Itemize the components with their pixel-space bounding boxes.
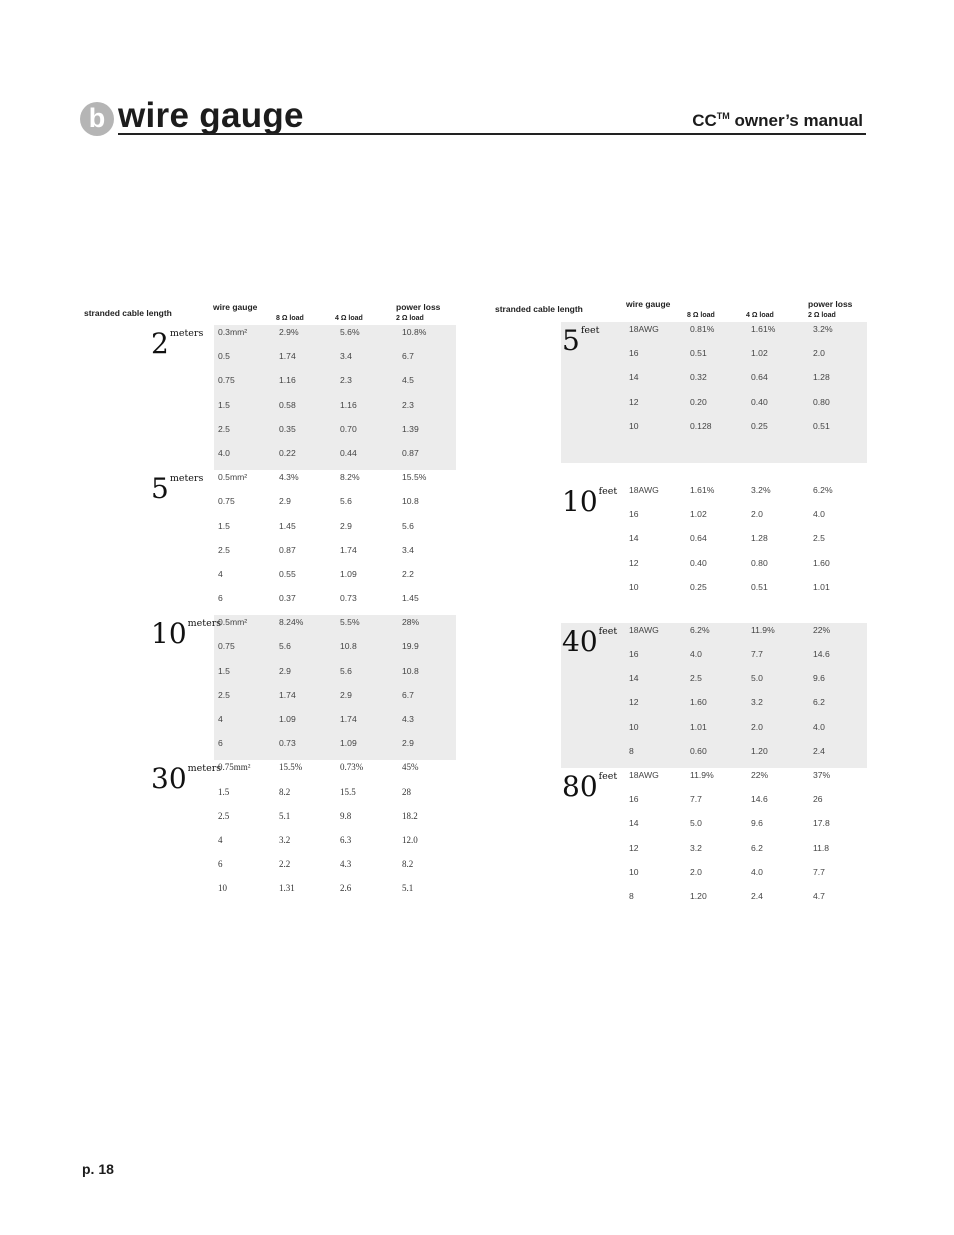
length-group-2m bbox=[84, 325, 456, 470]
table-row: 0.5mm² 4.3% 8.2% 15.5% bbox=[218, 472, 427, 483]
table-row: 12 1.60 3.2 6.2 bbox=[629, 697, 825, 708]
header-rule bbox=[118, 133, 866, 135]
manual-prefix: CC bbox=[692, 111, 717, 130]
metric-table-header bbox=[84, 300, 456, 325]
cable-length-label: $5^{feet}$ bbox=[562, 324, 600, 357]
load-2-header: 2 Ω load bbox=[808, 312, 836, 319]
load-2-header: 2 Ω load bbox=[396, 315, 424, 322]
page-number: p. 18 bbox=[82, 1161, 114, 1177]
length-group-10ft bbox=[495, 483, 867, 604]
table-row: 14 0.64 1.28 2.5 bbox=[629, 533, 825, 544]
cable-length-header: stranded cable length bbox=[84, 308, 172, 318]
table-row: 10 2.0 4.0 7.7 bbox=[629, 866, 825, 877]
table-row: 18AWG 11.9% 22% 37% bbox=[629, 770, 831, 780]
table-row: 16 4.0 7.7 14.6 bbox=[629, 649, 830, 660]
group-gap bbox=[495, 604, 867, 623]
table-row: 12 0.40 0.80 1.60 bbox=[629, 557, 830, 568]
table-row: 0.5mm² 8.24% 5.5% 28% bbox=[218, 617, 420, 628]
wire-gauge-header: wire gauge bbox=[626, 299, 671, 309]
table-row: 14 2.5 5.0 9.6 bbox=[629, 673, 825, 684]
table-row: 4 1.09 1.74 4.3 bbox=[218, 714, 414, 724]
cable-length-label: $10^{feet}$ bbox=[562, 484, 618, 518]
cable-length-label: $2^{meters}$ bbox=[151, 327, 204, 360]
table-row: 2.5 5.1 9.8 18.2 bbox=[218, 810, 418, 821]
table-row: 0.75mm² 15.5% 0.73% 45% bbox=[218, 762, 419, 773]
cable-length-label: $80^{feet}$ bbox=[562, 770, 618, 803]
table-row: 0.75 2.9 5.6 10.8 bbox=[218, 496, 419, 507]
table-row: 1.5 0.58 1.16 2.3 bbox=[218, 399, 414, 410]
length-group-10m bbox=[84, 615, 456, 760]
table-row: 8 1.20 2.4 4.7 bbox=[629, 890, 825, 901]
load-4-header: 4 Ω load bbox=[335, 315, 363, 322]
table-row: 4 3.2 6.3 12.0 bbox=[218, 834, 418, 845]
table-row: 1.5 8.2 15.5 28 bbox=[218, 786, 411, 797]
table-row: 18AWG 6.2% 11.9% 22% bbox=[629, 624, 831, 635]
cable-length-label: $40^{feet}$ bbox=[562, 624, 618, 658]
table-row: 10 0.128 0.25 0.51 bbox=[629, 420, 830, 431]
cable-length-label: $30^{meters}$ bbox=[151, 762, 222, 796]
table-row: 6 0.37 0.73 1.45 bbox=[218, 593, 419, 604]
group-gap bbox=[495, 463, 867, 483]
table-row: 2.5 1.74 2.9 6.7 bbox=[218, 689, 414, 700]
table-row: 8 0.60 1.20 2.4 bbox=[629, 745, 825, 756]
imperial-table-header bbox=[495, 297, 867, 322]
table-row: 0.3mm² 2.9% 5.6% 10.8% bbox=[218, 327, 427, 337]
table-row: 14 5.0 9.6 17.8 bbox=[629, 818, 830, 829]
manual-title bbox=[692, 111, 863, 131]
cable-length-header: stranded cable length bbox=[495, 304, 583, 314]
table-row: 4.0 0.22 0.44 0.87 bbox=[218, 447, 419, 458]
table-row: 2.5 0.35 0.70 1.39 bbox=[218, 423, 419, 434]
cable-length-label: $10^{meters}$ bbox=[151, 617, 222, 651]
table-row: 1.5 2.9 5.6 10.8 bbox=[218, 665, 419, 676]
table-row: 6 0.73 1.09 2.9 bbox=[218, 738, 414, 749]
table-row: 10 1.31 2.6 5.1 bbox=[218, 883, 414, 894]
load-4-header: 4 Ω load bbox=[746, 312, 774, 319]
table-row: 2.5 0.87 1.74 3.4 bbox=[218, 544, 414, 555]
trademark-mark: TM bbox=[716, 111, 730, 121]
table-row: 6 2.2 4.3 8.2 bbox=[218, 859, 414, 870]
power-loss-header: power loss bbox=[396, 302, 441, 312]
power-loss-header: power loss bbox=[808, 299, 853, 309]
table-row: 18AWG 1.61% 3.2% 6.2% bbox=[629, 484, 833, 495]
table-row: 1.5 1.45 2.9 5.6 bbox=[218, 520, 414, 531]
table-row: 12 0.20 0.40 0.80 bbox=[629, 396, 830, 407]
load-8-header: 8 Ω load bbox=[276, 315, 304, 322]
length-group-5ft bbox=[495, 322, 867, 463]
table-row: 10 1.01 2.0 4.0 bbox=[629, 721, 825, 732]
table-row: 16 0.51 1.02 2.0 bbox=[629, 348, 825, 359]
table-row: 0.75 1.16 2.3 4.5 bbox=[218, 375, 414, 386]
cable-length-label: $5^{meters}$ bbox=[151, 472, 204, 506]
table-row: 0.5 1.74 3.4 6.7 bbox=[218, 351, 414, 362]
page-title: wire gauge bbox=[118, 96, 304, 135]
table-row: 16 7.7 14.6 26 bbox=[629, 794, 823, 805]
length-group-5m bbox=[84, 470, 456, 615]
metric-table bbox=[84, 300, 456, 906]
table-row: 18AWG 0.81% 1.61% 3.2% bbox=[629, 324, 833, 334]
length-group-30m bbox=[84, 760, 456, 905]
load-8-header: 8 Ω load bbox=[687, 312, 715, 319]
table-row: 0.75 5.6 10.8 19.9 bbox=[218, 641, 419, 652]
length-group-40ft bbox=[495, 623, 867, 768]
table-row: 10 0.25 0.51 1.01 bbox=[629, 581, 830, 592]
page-header bbox=[80, 98, 866, 136]
table-row: 4 0.55 1.09 2.2 bbox=[218, 568, 414, 579]
table-row: 16 1.02 2.0 4.0 bbox=[629, 509, 825, 520]
section-badge: b bbox=[80, 102, 114, 136]
manual-suffix: owner’s manual bbox=[729, 111, 863, 130]
table-row: 14 0.32 0.64 1.28 bbox=[629, 372, 830, 383]
table-row: 12 3.2 6.2 11.8 bbox=[629, 842, 830, 853]
wire-gauge-header: wire gauge bbox=[213, 302, 258, 312]
length-group-80ft bbox=[495, 768, 867, 913]
imperial-table bbox=[495, 297, 867, 913]
